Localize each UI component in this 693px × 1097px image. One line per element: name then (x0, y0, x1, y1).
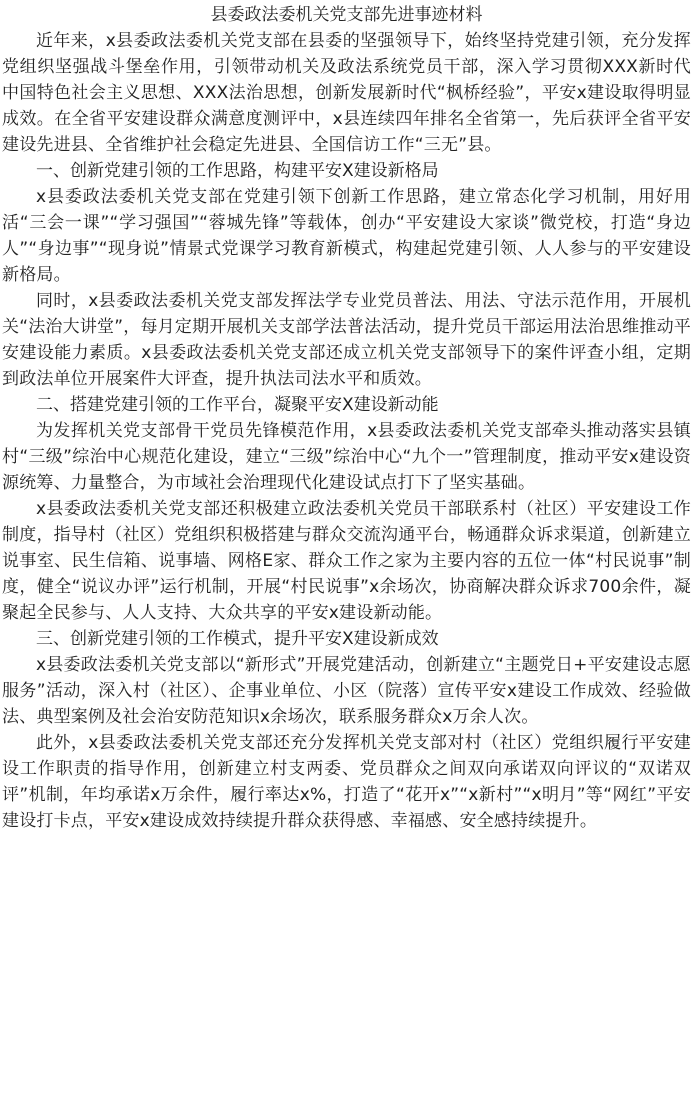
paragraph-3a: x县委政法委机关党支部以“新形式”开展党建活动，创新建立“主题党日+平安建设志愿服务”活动，深入村（社区）、企事业单位、小区（院落）宣传平安x建设工作成效、经验做法、典型案例及社会治安防范知识x余场次，联系服务群众x万余人次。 (2, 655, 691, 727)
document-title: 县委政法委机关党支部先进事迹材料 (210, 5, 483, 25)
paragraph-2b: x县委政法委机关党支部还积极建立政法委机关党员干部联系村（社区）平安建设工作制度，指导村（社区）党组织积极搭建与群众交流沟通平台，畅通群众诉求渠道，创新建立说事室、民生信箱、说事墙、网格E家、群众工作之家为主要内容的五位一体“村民说事”制度，健全“说议办评”运行机制，开展“村民说事”x余场次，协商解决群众诉求700余件，凝聚起全民参与、人人支持、大众共享的平安x建设新动能。 (2, 499, 691, 623)
section-heading-2: 二、搭建党建引领的工作平台，凝聚平安X建设新动能 (36, 395, 439, 415)
paragraph-1a: x县委政法委机关党支部在党建引领下创新工作思路，建立常态化学习机制，用好用活“三会一课”“学习强国”“蓉城先锋”等载体，创办“平安建设大家谈”微党校，打造“身边人”“身边事”“现身说”情景式党课学习教育新模式，构建起党建引领、人人参与的平安建设新格局。 (2, 187, 691, 285)
section-heading-3: 三、创新党建引领的工作模式，提升平安X建设新成效 (36, 629, 439, 649)
section-heading-1: 一、创新党建引领的工作思路，构建平安X建设新格局 (36, 161, 439, 181)
paragraph-intro: 近年来，x县委政法委机关党支部在县委的坚强领导下，始终坚持党建引领，充分发挥党组织坚强战斗堡垒作用，引领带动机关及政法系统党员干部，深入学习贯彻XXX新时代中国特色社会主义思想、XXX法治思想，创新发展新时代“枫桥经验”，平安x建设取得明显成效。在全省平安建设群众满意度测评中，x县连续四年排名全省第一，先后获评全省平安建设先进县、全省维护社会稳定先进县、全国信访工作“三无”县。 (2, 31, 691, 155)
paragraph-3b: 此外，x县委政法委机关党支部还充分发挥机关党支部对村（社区）党组织履行平安建设工作职责的指导作用，创新建立村支两委、党员群众之间双向承诺双向评议的“双诺双评”机制，年均承诺x万余件，履行率达x%，打造了“花开x”“x新村”“x明月”等“网红”平安建设打卡点，平安x建设成效持续提升群众获得感、幸福感、安全感持续提升。 (2, 733, 691, 831)
paragraph-2a: 为发挥机关党支部骨干党员先锋模范作用，x县委政法委机关党支部牵头推动落实县镇村“三级”综治中心规范化建设，建立“三级”综治中心“九个一”管理制度，推动平安x建设资源统筹、力量整合，为市域社会治理现代化建设试点打下了坚实基础。 (2, 421, 691, 493)
paragraph-1b: 同时，x县委政法委机关党支部发挥法学专业党员普法、用法、守法示范作用，开展机关“法治大讲堂”，每月定期开展机关支部学法普法活动，提升党员干部运用法治思维推动平安建设能力素质。x县委政法委机关党支部还成立机关党支部领导下的案件评查小组，定期到政法单位开展案件大评查，提升执法司法水平和质效。 (2, 291, 691, 389)
